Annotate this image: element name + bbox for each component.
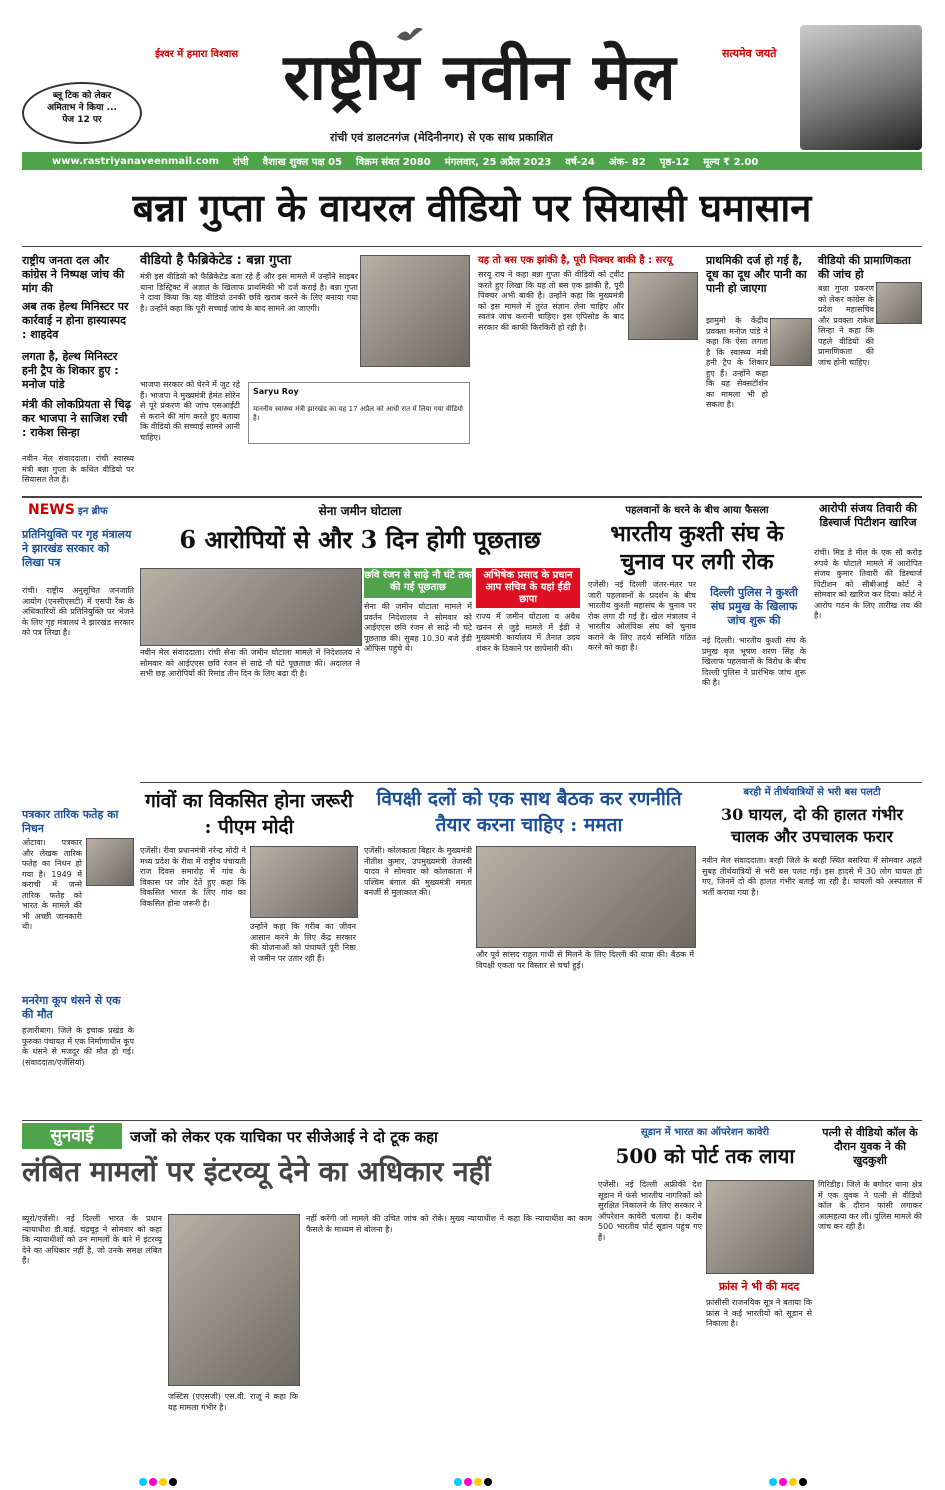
strip-price: मूल्य ₹ 2.00 [703,157,759,168]
teaser-bubble[interactable] [22,82,142,144]
box2-headline: यह तो बस एक झांकी है, पूरी पिक्चर बाकी है : सरयू [478,255,673,266]
wrestling-sub-headline: दिल्ली पुलिस ने कुश्ती संघ प्रमुख के खिलाफ जांच शुरू की [710,586,798,627]
saryu-roy-photo [628,272,698,340]
box3-headline: प्राथमिकी दर्ज हो गई है, दूध का दूध और पानी का पानी हो जाएगा [706,254,807,295]
sudan-sub-body: फ्रांसीसी राजनयिक सूत्र ने बताया कि फ्रांस ने कई भारतीयों को सूडान से निकाला है। [706,1298,812,1328]
wrestling-headline: भारतीय कुश्ती संघ के चुनाव पर लगी रोक [610,521,784,575]
rakesh-sinha-photo [876,282,922,324]
video-call-headline: पत्नी से वीडियो कॉल के दौरान युवक ने की खुदकुशी [822,1126,918,1167]
masthead-motto: सत्यमेव जयते [722,47,777,60]
lead-left-head-3: लगता है, हेल्थ मिनिस्टर हनी ट्रैप के शिकार हुए : मनोज पांडे [22,350,119,391]
divider [22,496,922,498]
masthead-photo [800,25,922,150]
bus-accident-body: नवीन मेल संवाददाता। बरही जिले के बरही स्थित बसरिया में सोमवार अहले सुबह तीर्थयात्रियों से भरी बस पलट गई। इस हादसे में 30 लोग घायल हो गए, जिनमें दो की हालत गंभीर बताई जा रही है। घायलों को अस्पताल में भर्ती कराया गया है। [702,856,922,897]
lead-left-head-2: अब तक हेल्थ मिनिस्टर पर कार्रवाई न होना हास्यास्पद : शाहदेव [22,300,129,341]
land-scam-photo [140,568,362,646]
strip-pages: पृष्ठ-12 [659,157,690,168]
divider [22,246,922,247]
court-body-2: नहीं करेंगी जो मामले की उचित जांच को रोके। मुख्य न्यायाधीश ने कहा कि न्यायाधीश का काम फैसले के माध्यम से बोलना है। [306,1214,592,1234]
brief-item1-body: रांची। राष्ट्रीय अनुसूचित जनजाति आयोग (एनसीएसटी) में एसपी रैंक के अधिकारियों की प्रतिनियुक्ति पर भेजने के लिए गृह मंत्रालय ने झारखंड सरकार को पत्र लिखा है। [22,586,134,637]
tweet-author: Saryu Roy [253,387,299,396]
land-scam-green-box-body: सेना की जमीन घोटाला मामले में प्रवर्तन निदेशालय ने सोमवार को आईएएस छवि रंजन से साढ़े नौ घंटे पूछताछ की। सुबह 10.30 बजे ईडी ऑफिस पहुंचे थे। [364,602,472,653]
tweet-card[interactable] [248,382,470,444]
pm-modi-photo [250,846,358,918]
brief-item2-headline: पत्रकार तारिक फतेह का निधन [22,808,119,835]
registration-marks [138,1471,178,1490]
sanjay-tiwari-body: रांची। मिड डे मील के एक सौ करोड़ रुपये के घोटाले मामले में आरोपित संजय कुमार तिवारी की डिस्चार्ज पिटीशन को सीबीआई कोर्ट ने सोमवार को खारिज कर दिया। कोर्ट ने आरोप गठन के लिए तारीख तय की है। [814,548,922,620]
court-section-label: सुनवाई [22,1123,122,1149]
sudan-headline: 500 को पोर्ट तक लाया [615,1144,795,1168]
wrestling-body: एजेंसी। नई दिल्ली जंतर-मंतर पर जारी पहलवानों के प्रदर्शन के बीच भारतीय कुश्ती महासंघ के चुनाव पर रोक लगा दी गई है। खेल मंत्रालय ने भारतीय ओलंपिक संघ को चुनाव कराने के लिए तदर्थ समिति गठित करने को कहा है। [588,580,696,652]
land-scam-body: नवीन मेल संवाददाता। रांची सेना की जमीन घोटाला मामले में निदेशालय ने सोमवार को आईएएस छवि रंजन से साढ़े नौ घंटे पूछताछ की। अदालत ने सभी छह आरोपियों की रिमांड तीन दिन के लिए बढ़ा दी है। [140,648,360,678]
box1-headline: वीडियो है फैब्रिकेटेड : बन्ना गुप्ता [140,253,292,268]
divider [140,782,922,783]
mamata-body: एजेंसी। कोलकाता बिहार के मुख्यमंत्री नीतीश कुमार, उपमुख्यमंत्री तेजस्वी यादव ने सोमवार को कोलकाता में पश्चिम बंगाल की मुख्यमंत्री ममता बनर्जी से मुलाकात की। [364,846,472,897]
news-logo-sub: इन ब्रीफ [77,506,108,517]
modi-headline: गांवों का विकसित होना जरूरी : पीएम मोदी [145,790,353,838]
bus-accident-headline: 30 घायल, दो की हालत गंभीर चालक और उपचालक फरार [720,805,904,846]
teaser-line-2: अमिताभ ने किया ... [47,103,117,113]
masthead-subtitle: रांची एवं डालटनगंज (मेदिनीनगर) से एक साथ प्रकाशित [330,131,553,144]
lead-left-head-1: राष्ट्रीय जनता दल और कांग्रेस ने निष्पक्ष जांच की मांग की [22,254,125,295]
brief-item3-body: हजारीबाग। जिले के इचाक प्रखंड के फुरुका पंचायत में एक निर्माणाधीन कूप के धंसने से मजदूर की मौत हो गई। (संवाददाता/एजेंसियां) [22,1026,134,1067]
court-headline: लंबित मामलों पर इंटरव्यू देने का अधिकार नहीं [22,1155,491,1188]
mamata-headline: विपक्षी दलों को एक साथ बैठक कर रणनीति तैयार करना चाहिए : ममता [376,788,682,836]
box1-body: मंत्री इस वीडियो को फैब्रिकेटेड बता रहे हैं और इस मामले में उन्होंने साइबर थाना डिस्ट्रिक्ट में अज्ञात के खिलाफ प्राथमिकी भी दर्ज कराई है। बन्ना गुप्ता ने दावा किया कि यह वीडियो उनकी छवि खराब करने के लिए बनाया गया है। उन्होंने कहा कि पूरी सच्चाई जांच के बाद सामने आ जाएगी। [140,272,358,313]
strip-tithi: वैशाख शुक्ल पक्ष 05 [262,157,343,168]
modi-body-2: उन्होंने कहा कि गरीब का जीवन आसान करने के लिए केंद्र सरकार की योजनाओं को पंचायतें पूरी निष्ठा से जमीन पर उतार रही हैं। [250,922,356,963]
land-scam-red-box-body: राज्य में जमीन घोटाला व अवैध खनन से जुड़े मामले में ईडी ने मुख्यमंत्री कार्यालय में तैनात उदय शंकर के ठिकाने पर छापेमारी की। [476,612,580,653]
box2-body: सरयू राय ने कहा बन्ना गुप्ता की वीडियो को ट्वीट करते हुए लिखा कि यह तो बस एक झांकी है, पूरी पिक्चर अभी बाकी है। उन्होंने कहा कि मुख्यमंत्री को इस मामले में तुरंत संज्ञान लेना चाहिए और स्वतंत्र जांच करानी चाहिए। इस एपिसोड के बाद सरकार की काफी किरकिरी हो रही है। [478,270,624,332]
land-scam-red-box-head: अभिषेक प्रसाद के प्रधान आप सचिव के यहां ईडी छापा [476,568,580,608]
brief-item3-headline: मनरेगा कूप धंसने से एक की मौत [22,994,121,1021]
video-call-body: गिरिडीह। जिले के बगोदर थाना क्षेत्र में एक युवक ने पत्नी से वीडियो कॉल के दौरान फांसी लगाकर आत्महत्या कर ली। पुलिस मामले की जांच कर रही है। [818,1180,922,1231]
registration-marks [453,1471,493,1490]
land-scam-label: सेना जमीन घोटाला [318,504,402,518]
sudan-evacuation-photo [706,1180,814,1274]
wrestling-label: पहलवानों के धरने के बीच आया फैसला [625,505,769,516]
teaser-line-3: पेज 12 पर [62,115,102,125]
box4-headline: वीडियो की प्रामाणिकता की जांच हो [818,254,911,281]
sudan-label: सूडान में भारत का ऑपरेशन कावेरी [640,1127,770,1138]
court-body: ब्यूरो/एजेंसी। नई दिल्ली भारत के प्रधान न्यायाधीश डी.वाई. चंद्रचूड़ ने सोमवार को कहा कि न्यायाधीशों को उन मामलों के बारे में इंटरव्यू देने का अधिकार नहीं है, जो उनके समक्ष लंबित हैं। [22,1214,162,1265]
strip-year: वर्ष-24 [565,157,595,168]
print-registration-bar [0,1475,945,1485]
strip-city: रांची [233,157,249,168]
court-kicker: जजों को लेकर एक याचिका पर सीजेआई ने दो टूक कहा [130,1128,438,1146]
modi-body: एजेंसी। रीवा प्रधानमंत्री नरेन्द्र मोदी ने मध्य प्रदेश के रीवा में राष्ट्रीय पंचायती राज दिवस समारोह में गांव के विकास पर जोर देते हुए कहा कि विकसित भारत के लिए गांव का विकसित होना जरूरी है। [140,846,246,908]
box3-body: झामुमो के केंद्रीय प्रवक्ता मनोज पांडे ने कहा कि ऐसा लगता है कि स्वास्थ्य मंत्री हनी ट्रैप के शिकार हुए हैं। उन्होंने कहा कि यह सेक्सटॉर्शन का मामला भी हो सकता है। [706,316,768,409]
lead-left-head-4: मंत्री की लोकप्रियता से चिढ़ कर भाजपा ने साजिश रची : राकेश सिन्हा [22,398,131,439]
tweet-text: माननीय स्वास्थ्य मंत्री झारखंड का यह 17 अप्रैल को आधी रात में लिया गया वीडियो है। [253,405,463,422]
sudan-body: एजेंसी। नई दिल्ली अफ्रीकी देश सूडान में फंसे भारतीय नागरिकों को सुरक्षित निकालने के लिए सरकार ने ऑपरेशन कावेरी चलाया है। करीब 500 भारतीय पोर्ट सूडान पहुंच गए हैं। [598,1180,702,1242]
wrestling-sub-body: नई दिल्ली। भारतीय कुश्ती संघ के प्रमुख बृज भूषण शरण सिंह के खिलाफ पहलवानों के विरोध के बीच दिल्ली पुलिस ने प्रारंभिक जांच शुरू की है। [702,636,806,687]
box4-body: बन्ना गुप्ता प्रकरण को लेकर कांग्रेस के प्रदेश महासचिव और प्रवक्ता राकेश सिन्हा ने कहा कि पहले वीडियो की प्रामाणिकता की जांच होनी चाहिए। [818,284,874,367]
box1-body-2: भाजपा सरकार को घेरने में जुट रहे हैं। भाजपा ने मुख्यमंत्री हेमंत सोरेन से पूरे प्रकरण की जांच एसआईटी से कराने की मांग करते हुए बताया कि वीडियो की सच्चाई सामने आनी चाहिए। [140,380,240,442]
manoj-pandey-photo [770,318,812,366]
mamata-body-2: और पूर्व सांसद राहुल गांधी से मिलने के लिए दिल्ली की यात्रा की। बैठक में विपक्षी एकता पर विस्तार से चर्चा हुई। [476,950,694,970]
newspaper-title: राष्ट्रीय नवीन मेल [283,40,677,115]
court-photo-caption: जस्टिस (एएसजी) एस.वी. राजू ने कहा कि यह मामला गंभीर है। [168,1392,298,1412]
news-brief-logo [28,502,108,518]
lead-headline: बन्ना गुप्ता के वायरल वीडियो पर सियासी घमासान [132,185,812,230]
land-scam-headline: 6 आरोपियों से और 3 दिन होगी पूछताछ [179,525,541,554]
brief-item2-body: ओटावा। पत्रकार और लेखक तारिक फतेह का निधन हो गया है। 1949 में कराची में जन्मे तारिक फतेह को भारत के मामले की भी अच्छी जानकारी थी। [22,838,82,931]
opposition-leaders-photo [476,846,696,948]
strip-samvat: विक्रम संवत 2080 [356,157,431,168]
masthead-tagline: ईश्वर में हमारा विश्वास [155,49,239,60]
news-logo-text: NEWS [28,502,75,518]
strip-date: मंगलवार, 25 अप्रैल 2023 [444,157,552,168]
bus-accident-label: बरही में तीर्थयात्रियों से भरी बस पलटी [743,787,881,798]
tarek-fatah-photo [86,838,134,886]
lead-left-body: नवीन मेल संवाददाता। रांची स्वास्थ्य मंत्री बन्ना गुप्ता के कथित वीडियो पर सियासत तेज है। [22,454,134,484]
sanjay-tiwari-headline: आरोपी संजय तिवारी की डिस्चार्ज पिटीशन खारिज [819,502,917,529]
dateline-strip [22,152,922,170]
divider [22,1120,922,1121]
website-link[interactable]: www.rastriyanaveenmail.com [52,155,220,167]
teaser-line-1: ब्लू टिक को लेकर [52,91,112,101]
sudan-sub-headline: फ्रांस ने भी की मदद [718,1280,800,1293]
strip-issue: अंक- 82 [608,157,646,168]
land-scam-green-box-head: छवि रंजन से साढ़े नौ घंटे तक की गई पूछताछ [364,568,472,598]
brief-item1-headline: प्रतिनियुक्ति पर गृह मंत्रालय ने झारखंड सरकार को लिखा पत्र [22,528,132,569]
cji-photo [168,1214,300,1386]
health-minister-photo [360,255,470,367]
registration-marks [768,1471,808,1490]
